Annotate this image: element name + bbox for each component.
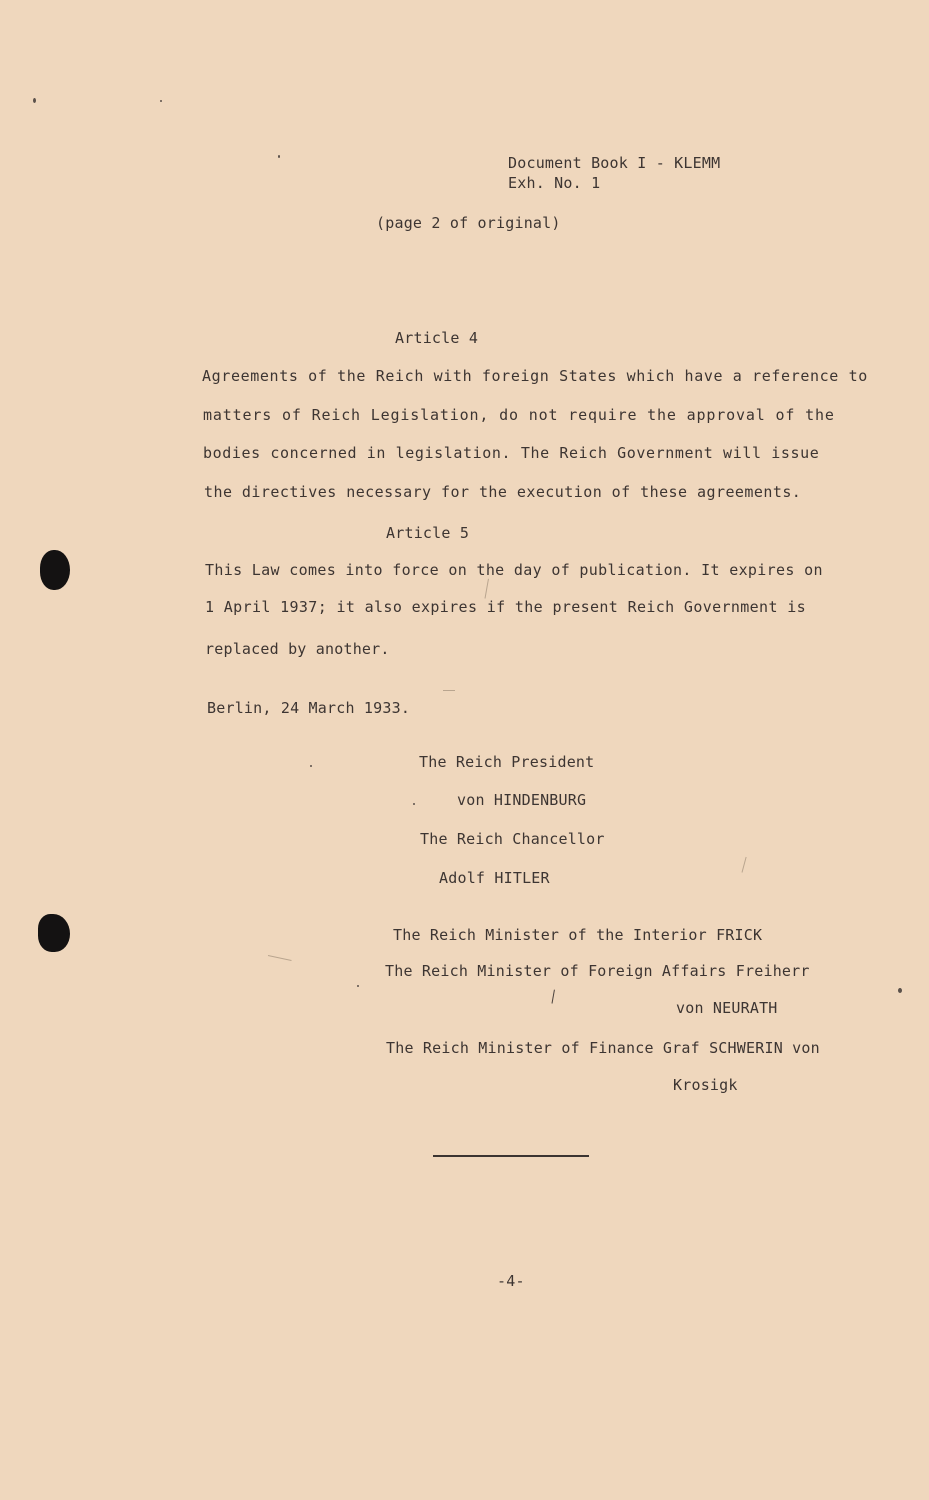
paper-scratch: [552, 990, 555, 1004]
paper-speck: [898, 988, 902, 993]
paper-scratch: [485, 579, 489, 599]
article-5-line: This Law comes into force on the day of publication. It expires on: [205, 561, 823, 579]
paper-speck: [413, 803, 415, 805]
minister-finance-line: The Reich Minister of Finance Graf SCHWERIN von: [386, 1039, 820, 1057]
paper-speck: [310, 765, 312, 767]
minister-finance-name: Krosigk: [673, 1076, 738, 1094]
paper-scratch: [742, 857, 747, 873]
minister-interior-line: The Reich Minister of the Interior FRICK: [393, 926, 763, 944]
punch-hole-bottom: [38, 914, 70, 952]
exhibit-number: Exh. No. 1: [508, 174, 601, 192]
paper-speck: [357, 985, 359, 987]
minister-foreign-affairs-line: The Reich Minister of Foreign Affairs Freiherr: [385, 962, 810, 980]
article-4-line: matters of Reich Legislation, do not require the approval of the: [203, 406, 835, 424]
minister-foreign-affairs-name: von NEURATH: [676, 999, 778, 1017]
reich-chancellor-title: The Reich Chancellor: [420, 830, 605, 848]
paper-speck: [160, 100, 162, 102]
reich-president-title: The Reich President: [419, 753, 595, 771]
page-of-original-note: (page 2 of original): [376, 214, 561, 232]
article-4-line: the directives necessary for the execution of these agreements.: [204, 483, 802, 501]
article-4-line: bodies concerned in legislation. The Reich Government will issue: [203, 444, 820, 462]
reich-president-name: von HINDENBURG: [457, 791, 587, 809]
place-and-date: Berlin, 24 March 1933.: [207, 699, 411, 717]
article-5-line: replaced by another.: [205, 640, 390, 658]
article-5-line: 1 April 1937; it also expires if the present Reich Government is: [205, 598, 807, 616]
document-book-label: Document Book I - KLEMM: [508, 154, 721, 172]
article-5-heading: Article 5: [386, 524, 470, 542]
paper-scratch: [443, 690, 455, 691]
closing-rule: [433, 1155, 589, 1157]
article-4-line: Agreements of the Reich with foreign States which have a reference to: [202, 367, 868, 385]
article-4-heading: Article 4: [395, 329, 479, 347]
punch-hole-top: [40, 550, 70, 590]
paper-scratch: [268, 955, 292, 961]
reich-chancellor-name: Adolf HITLER: [439, 869, 550, 887]
page-number: -4-: [497, 1272, 525, 1290]
paper-speck: [278, 155, 280, 158]
paper-speck: [33, 98, 36, 103]
